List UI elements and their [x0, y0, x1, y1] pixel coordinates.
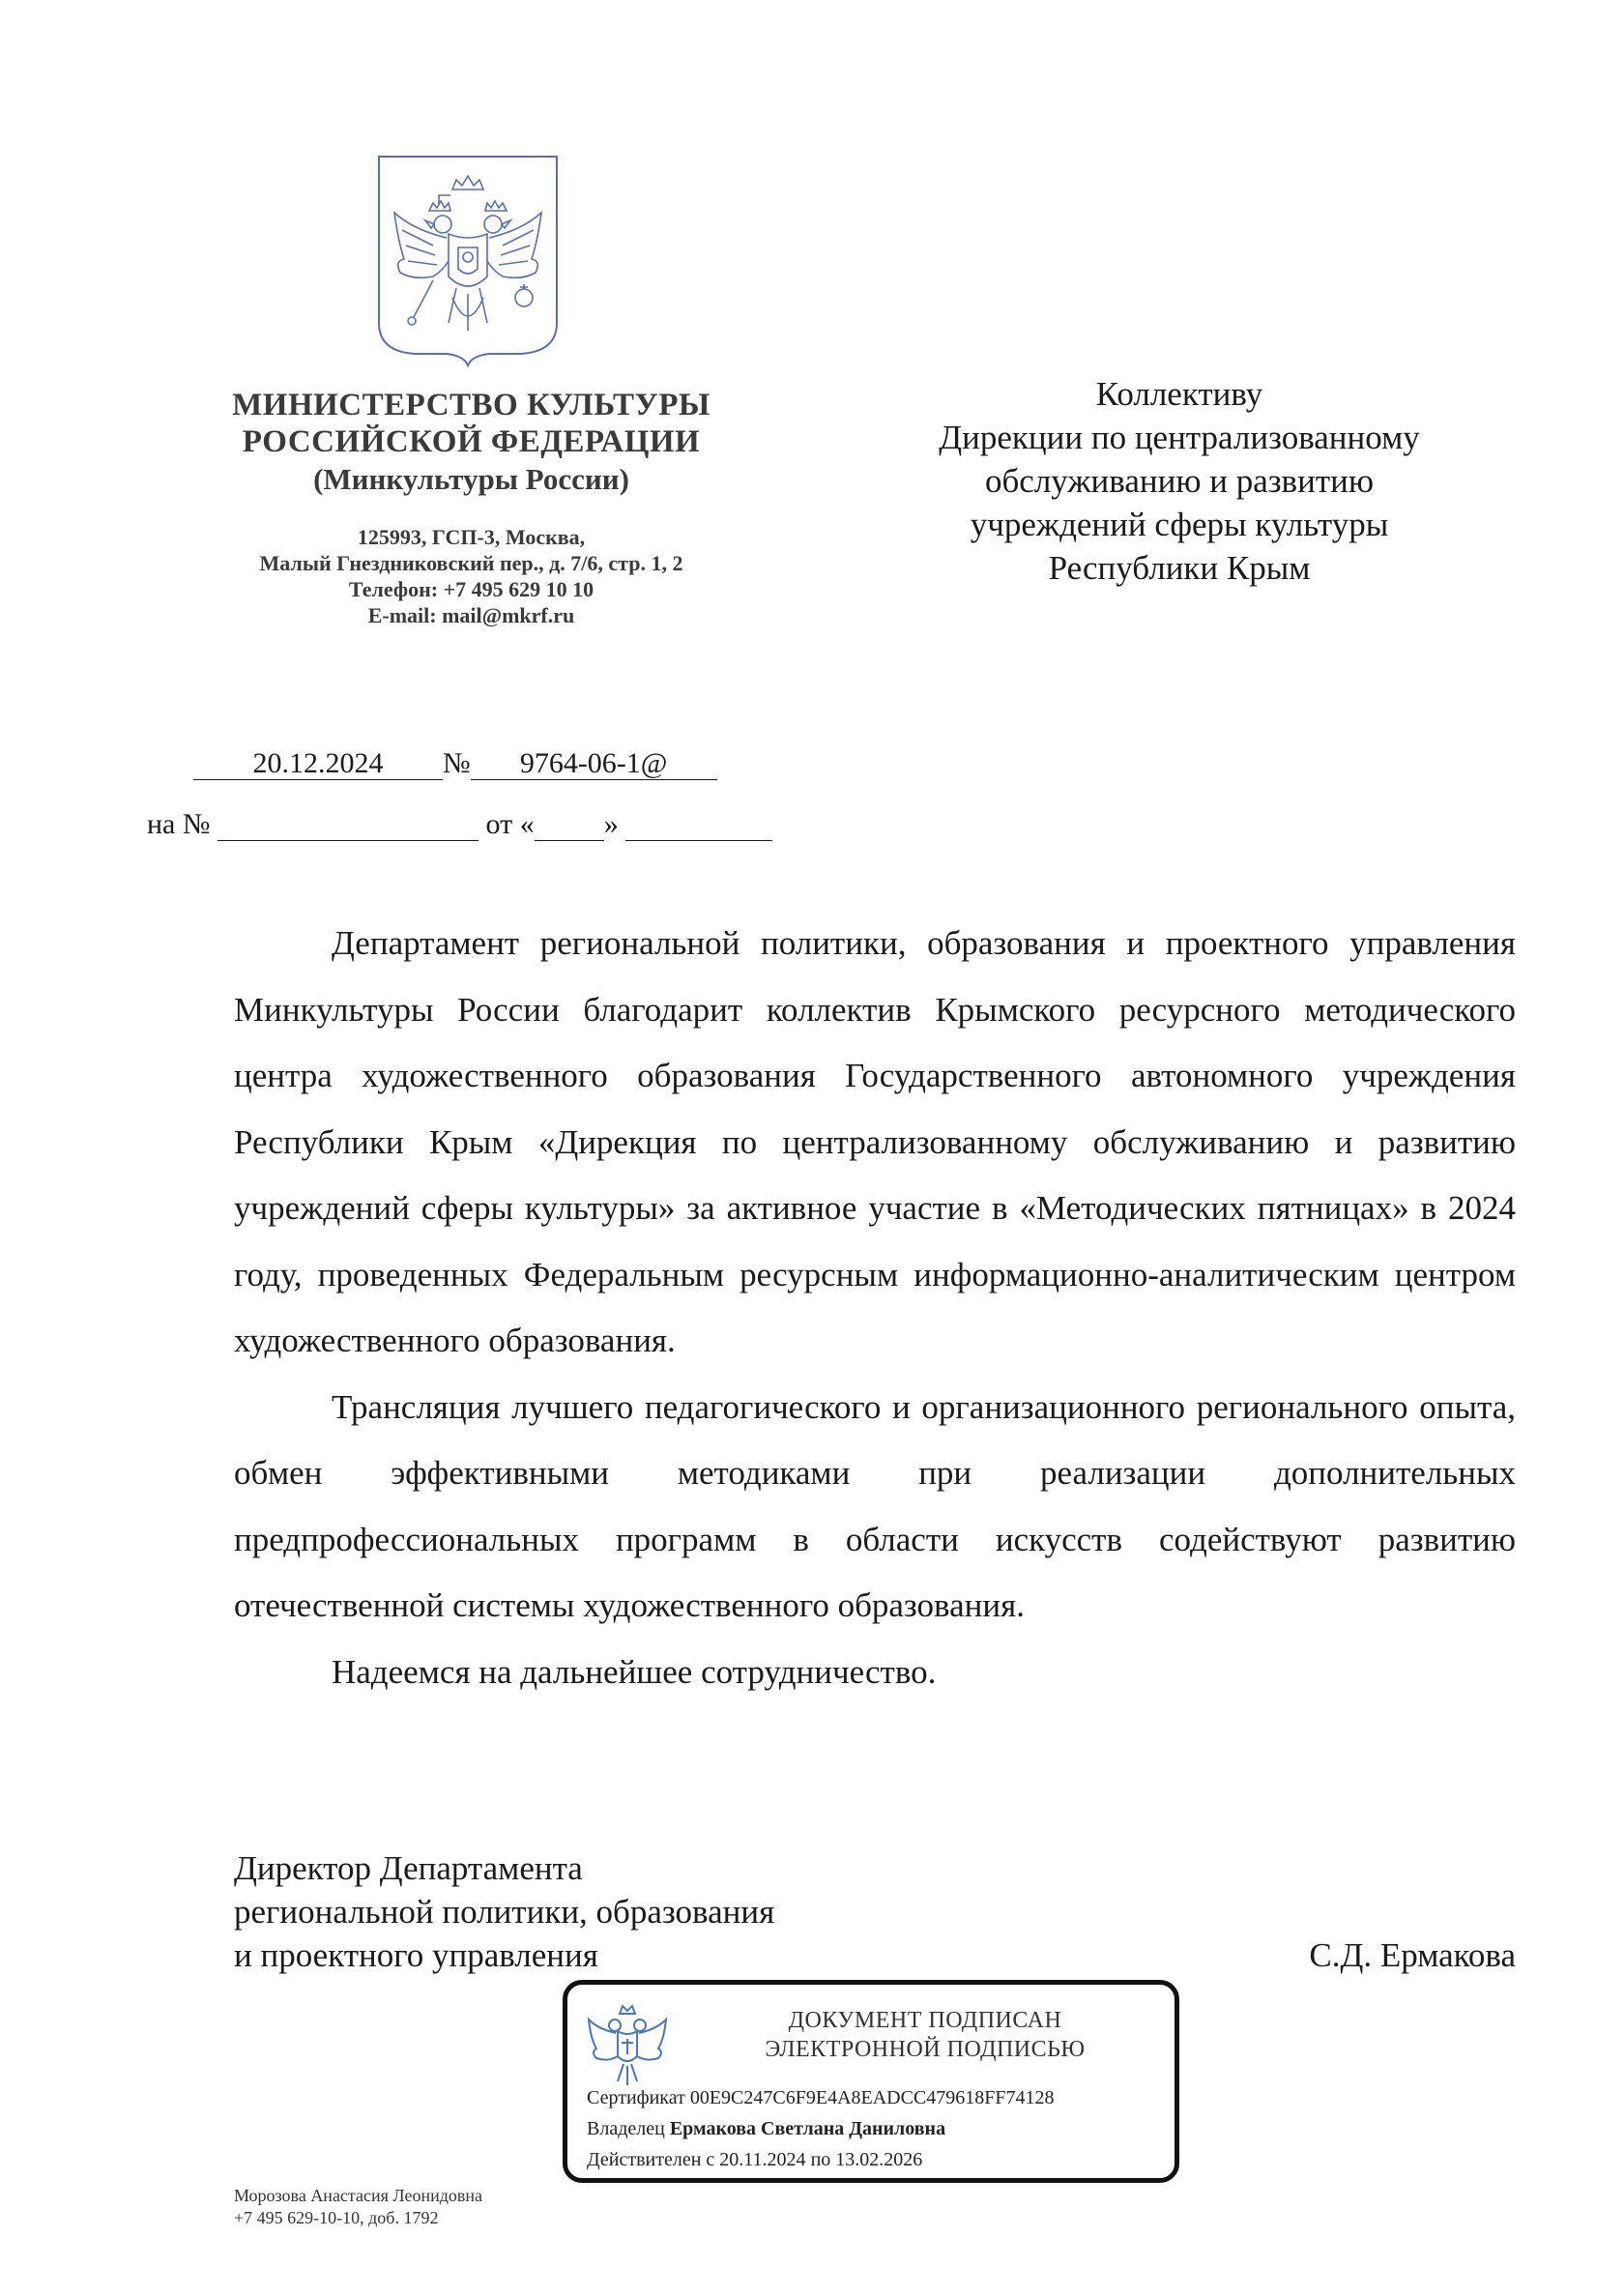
ministry-address	[164, 524, 778, 628]
stamp-title-line2: ЭЛЕКТРОННОЙ ПОДПИСЬЮ	[765, 2037, 1086, 2062]
registration-date-number	[193, 746, 717, 781]
addressee-line1: Коллективу	[1095, 375, 1263, 413]
owner-label: Владелец	[587, 2118, 665, 2139]
reference-label: на №	[147, 808, 211, 840]
executor-name: Морозова Анастасия Леонидовна	[234, 2186, 483, 2205]
ministry-phone: Телефон: +7 495 629 10 10	[348, 577, 594, 601]
address-line2: Малый Гнездниковский пер., д. 7/6, стр. 1, 2	[259, 551, 683, 575]
ministry-header	[164, 387, 778, 628]
certificate-value: 00E9C247C6F9E4A8EADCC479618FF74128	[689, 2087, 1055, 2108]
stamp-owner	[587, 2116, 945, 2141]
document-number: 9764-06-1@	[471, 748, 717, 780]
addressee-line4: учреждений сферы культуры	[970, 506, 1389, 543]
stamp-emblem-icon	[583, 2000, 672, 2093]
position-line3: и проектного управления	[234, 1936, 598, 1974]
stamp-title	[683, 2006, 1167, 2064]
valid-to: 13.02.2026	[835, 2149, 923, 2170]
signatory-position	[234, 1846, 774, 1977]
position-line1: Директор Департамента	[234, 1849, 583, 1887]
certificate-label: Сертификат	[587, 2087, 685, 2108]
coat-of-arms-emblem	[375, 153, 561, 367]
addressee-line3: обслуживанию и развитию	[985, 462, 1374, 500]
body-paragraph-2: Трансляция лучшего педагогического и организационного регионального опыта, обмен эффективными методиками при реализации дополнительных предпрофессиональных программ в области искусств содействуют развитию отечественной системы художественного образования.	[234, 1387, 1516, 1624]
ministry-email: E-mail: mail@mkrf.ru	[367, 603, 575, 627]
electronic-signature-stamp	[563, 1980, 1179, 2183]
reference-close-quote: »	[603, 808, 619, 840]
address-line1: 125993, ГСП-3, Москва,	[357, 525, 586, 549]
reference-day-blank	[535, 809, 604, 841]
executor-phone: +7 495 629-10-10, доб. 1792	[234, 2208, 439, 2227]
ministry-short-name: (Минкультуры России)	[313, 462, 629, 496]
reference-date-blank	[625, 809, 772, 841]
body-paragraph-1: Департамент региональной политики, образования и проектного управления Минкультуры России благодарит коллектив Крымского ресурсного методического центра художественного образования Государственного автономного учреждения Республики Крым «Дирекция по централизованному обслуживанию и развитию учреждений сферы культуры» за активное участие в «Методических пятницах» в 2024 году, проведенных Федеральным ресурсным информационно-аналитическим центром художественного образования.	[234, 924, 1516, 1359]
addressee-line2: Дирекции по централизованному	[939, 419, 1420, 456]
body-paragraph-3: Надеемся на дальнейшее сотрудничество.	[332, 1652, 937, 1691]
valid-from: 20.11.2024	[719, 2149, 806, 2170]
letter-body	[234, 911, 1516, 1705]
ministry-name-line1: МИНИСТЕРСТВО КУЛЬТУРЫ	[232, 388, 710, 422]
reference-line	[147, 807, 772, 842]
addressee-block	[870, 372, 1489, 590]
executor-info	[234, 2185, 482, 2229]
reference-number-blank	[218, 809, 478, 841]
stamp-certificate	[587, 2085, 1055, 2110]
double-headed-eagle-icon	[375, 153, 561, 367]
ministry-name-line2: РОССИЙСКОЙ ФЕДЕРАЦИИ	[242, 424, 701, 459]
stamp-validity	[587, 2147, 922, 2172]
reference-from-label: от «	[485, 808, 535, 840]
valid-label: Действителен с	[587, 2149, 715, 2170]
valid-to-label: по	[810, 2149, 831, 2170]
number-label: №	[443, 747, 471, 779]
owner-value: Ермакова Светлана Даниловна	[669, 2118, 946, 2139]
addressee-line5: Республики Крым	[1048, 549, 1311, 587]
position-line2: региональной политики, образования	[234, 1893, 775, 1931]
stamp-title-line1: ДОКУМЕНТ ПОДПИСАН	[788, 2008, 1062, 2033]
document-date: 20.12.2024	[193, 748, 443, 780]
signatory-name: С.Д. Ермакова	[1309, 1936, 1516, 1974]
